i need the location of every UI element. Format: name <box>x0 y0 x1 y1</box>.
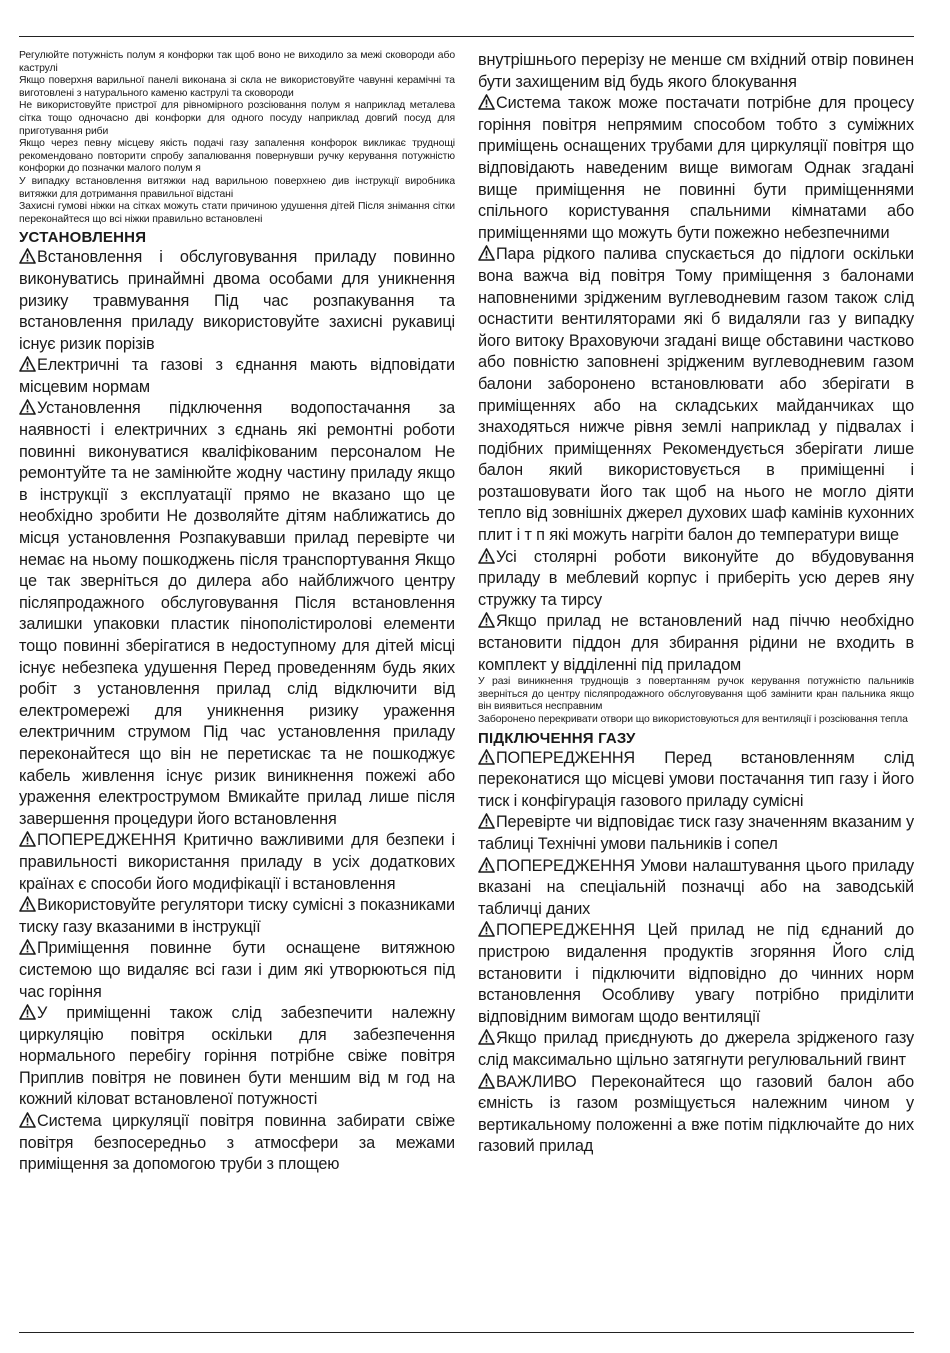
paragraph-text: Встановлення і обслуговування приладу повинно виконуватись принаймні двома особами для уникнення ризику травмування Під час розпакування та встановлення приладу використовуйте захисні рукавиці існує ризик порізів <box>19 248 455 353</box>
paragraph-text: Система також може постачати потрібне для процесу горіння повітря непрямим способом тобто з суміжних приміщень оснащених трубами для циркуляції повітря що відповідають наведеним вище вимогам Однак згадані вище приміщення не повинні бути приміщеннями спільного користування спальними кімнатами або приміщеннями що можуть бути пожежно небезпечними <box>478 94 914 242</box>
left-column <box>19 50 455 1312</box>
paragraph-text: Система циркуляції повітря повинна забирати свіже повітря безпосередньо з атмосфери за межами приміщення за допомогою труби з площею <box>19 1112 455 1174</box>
paragraph-text: Електричні та газові з єднання мають відповідати місцевим нормам <box>19 356 455 396</box>
usage-note: Регулюйте потужність полум я конфорки так щоб воно не виходило за межі сковороди або каструлі <box>19 50 455 74</box>
paragraph-text: Використовуйте регулятори тиску сумісні з показниками тиску газу вказаними в інструкції <box>19 896 455 936</box>
paragraph-text: Якщо прилад приєднують до джерела зрідженого газу слід максимально щільно затягнути регулювальний гвинт <box>478 1029 914 1069</box>
safety-paragraph <box>478 1072 914 1158</box>
warning-icon <box>19 356 36 372</box>
safety-paragraph <box>19 398 455 830</box>
safety-paragraph <box>478 920 914 1028</box>
warning-icon <box>19 248 36 264</box>
paragraph-text: Якщо прилад не встановлений над піччю необхідно встановити піддон для збирання рідини не входить в комплект у відділенні під приладом <box>478 612 914 674</box>
warning-icon <box>478 1029 495 1045</box>
warning-icon <box>478 612 495 628</box>
paragraph-text: ВАЖЛИВО Переконайтеся що газовий балон або ємність із газом розміщується належним чином у вертикальному положенні а вже потім підключайте до них газовий прилад <box>478 1072 914 1156</box>
warning-icon <box>19 831 36 847</box>
safety-paragraph <box>478 93 914 244</box>
safety-paragraph <box>19 895 455 938</box>
usage-note: Якщо через певну місцеву якість подачі газу запалення конфорок викликає труднощі рекомендовано повторити спробу запалювання повернувши ручку керування потужністю конфорки до позначки малого полум я <box>19 138 455 175</box>
usage-note: Заборонено перекривати отвори що використовуються для вентиляції і розсіювання тепла <box>478 714 908 725</box>
safety-paragraph <box>478 748 914 813</box>
warning-icon <box>478 813 495 829</box>
paragraph-text: Пара рідкого палива спускається до підлоги оскільки вона важча від повітря Тому приміщення з балонами наповненими зрідженим вуглеводневим газом також слід оснастити вентиляторами які б видаляли газ у випадку його витоку Враховуючи згадані вище обставини частково або повністю заповнені зрідженим вуглеводневим газом балони заборонено встановлювати або зберігати в приміщеннях або на складських майданчиках що знаходяться нижче рівня землі наприклад у підвалах і подібних приміщеннях Рекомендується зберігати лише балон який використовується в приміщенні і розташовувати його так щоб на нього не могло діяти тепло від зовнішніх джерел духових шаф камінів кухонних плит і т п які можуть нагріти балон до температури вище <box>478 245 914 545</box>
bottom-divider <box>19 1332 914 1333</box>
safety-paragraph <box>478 50 914 93</box>
safety-paragraph <box>478 1028 914 1071</box>
safety-paragraph <box>19 247 455 355</box>
warning-icon <box>19 896 36 912</box>
warning-icon <box>19 399 36 415</box>
warning-icon <box>19 939 36 955</box>
warning-icon <box>478 921 495 937</box>
safety-paragraph <box>478 856 914 921</box>
warning-icon <box>19 1112 36 1128</box>
safety-paragraph <box>19 1111 455 1176</box>
warning-icon <box>478 548 495 564</box>
safety-paragraph <box>19 830 455 895</box>
usage-note: У разі виникнення труднощів з повертанням ручок керування потужністю пальників зверніться до центру післяпродажного обслуговування щоб замінити кран пальника якщо він виявиться несправним <box>478 676 914 713</box>
paragraph-text: ПОПЕРЕДЖЕННЯ Цей прилад не під єднаний до пристрою видалення продуктів згоряння Його слід встановити і підключити відповідно до чинних норм встановлення Особливу увагу потрібно приділити відповідним вимогам щодо вентиляції <box>478 921 914 1026</box>
safety-paragraph <box>19 938 455 1003</box>
paragraph-text: ПОПЕРЕДЖЕННЯ Критично важливими для безпеки і правильності використання приладу в усіх додаткових країнах є способи його модифікації і встановлення <box>19 831 455 893</box>
paragraph-text: Установлення підключення водопостачання за наявності і електричних з єднань які ремонтні роботи повинні виконуватися кваліфікованим персоналом Не ремонтуйте та не замінюйте жодну частину приладу якщо в інструкції з експлуатації прямо не вказано що це необхідно зробити Не дозволяйте дітям наближатись до місця установлення Розпакувавши прилад перевірте чи немає на ньому пошкоджень після транспортування Якщо це так зверніться до дилера або найближчого центру післяпродажного обслуговування Після встановлення залишки упаковки пластик пінополістиролові елементи тощо повинні зберігатися в недоступному для дітей місці існує небезпека удушення Перед проведенням будь яких робіт з установлення прилад слід відключити від електромережі для уникнення ризику ураження електричним струмом Під час установлення приладу переконайтеся що він не перетискає та не пошкоджує кабель живлення існує ризик виникнення пожежі або ураження електрострумом Вмикайте прилад лише після завершення процедури його встановлення <box>19 399 455 828</box>
paragraph-text: Приміщення повинне бути оснащене витяжною системою що видаляє всі гази і дим які утворюються під час горіння <box>19 939 455 1001</box>
warning-icon <box>478 245 495 261</box>
usage-note: Якщо поверхня варильної панелі виконана зі скла не використовуйте чавунні керамічні та виготовлені з натурального каменю каструлі та сковороди <box>19 75 455 99</box>
paragraph-text: У приміщенні також слід забезпечити належну циркуляцію повітря оскільки для забезпечення нормального перебігу горіння потрібне свіже повітря Приплив повітря не повинен бути меншим від м год на кожний кіловат встановленої потужності <box>19 1004 455 1109</box>
paragraph-text: ПОПЕРЕДЖЕННЯ Перед встановленням слід переконатися що місцеві умови постачання тип газу і його тиск і конфігурація газового приладу сумісні <box>478 748 914 810</box>
top-divider <box>19 36 914 37</box>
warning-icon <box>478 1073 495 1089</box>
paragraph-text: внутрішнього перерізу не менше см вхідний отвір повинен бути захищеним від будь якого блокування <box>478 51 914 91</box>
paragraph-text: Усі столярні роботи виконуйте до вбудовування приладу в меблевий корпус і приберіть усю дерев яну стружку та тирсу <box>478 547 914 609</box>
safety-paragraph <box>19 355 455 398</box>
safety-paragraph <box>478 244 914 546</box>
usage-note: Захисні гумові ніжки на сітках можуть стати причиною удушення дітей Після знімання сітки переконайтеся що всі ніжки правильно встановлені <box>19 201 455 225</box>
paragraph-text: Перевірте чи відповідає тиск газу значенням вказаним у таблиці Технічні умови пальників і сопел <box>478 813 914 853</box>
right-column <box>478 50 914 1318</box>
warning-icon <box>478 857 495 873</box>
installation-heading: УСТАНОВЛЕННЯ <box>19 229 147 247</box>
gas-connection-heading: ПІДКЛЮЧЕННЯ ГАЗУ <box>478 729 636 747</box>
paragraph-text: ПОПЕРЕДЖЕННЯ Умови налаштування цього приладу вказані на спеціальній позначці або на заводській табличці даних <box>478 856 914 918</box>
usage-note: У випадку встановлення витяжки над варильною поверхнею див інструкції виробника витяжки для дотримання правильної відстані <box>19 175 455 200</box>
warning-icon <box>478 94 495 110</box>
usage-note: Не використовуйте пристрої для рівномірного розсіювання полум я наприклад металева сітка тощо одночасно дві конфорки для одного посуду наприклад довгий посуд для приготування риби <box>19 100 455 137</box>
safety-paragraph <box>478 547 914 612</box>
safety-paragraph <box>478 812 914 855</box>
safety-paragraph <box>478 611 914 676</box>
warning-icon <box>19 1004 36 1020</box>
safety-paragraph <box>19 1003 455 1111</box>
warning-icon <box>478 749 495 765</box>
